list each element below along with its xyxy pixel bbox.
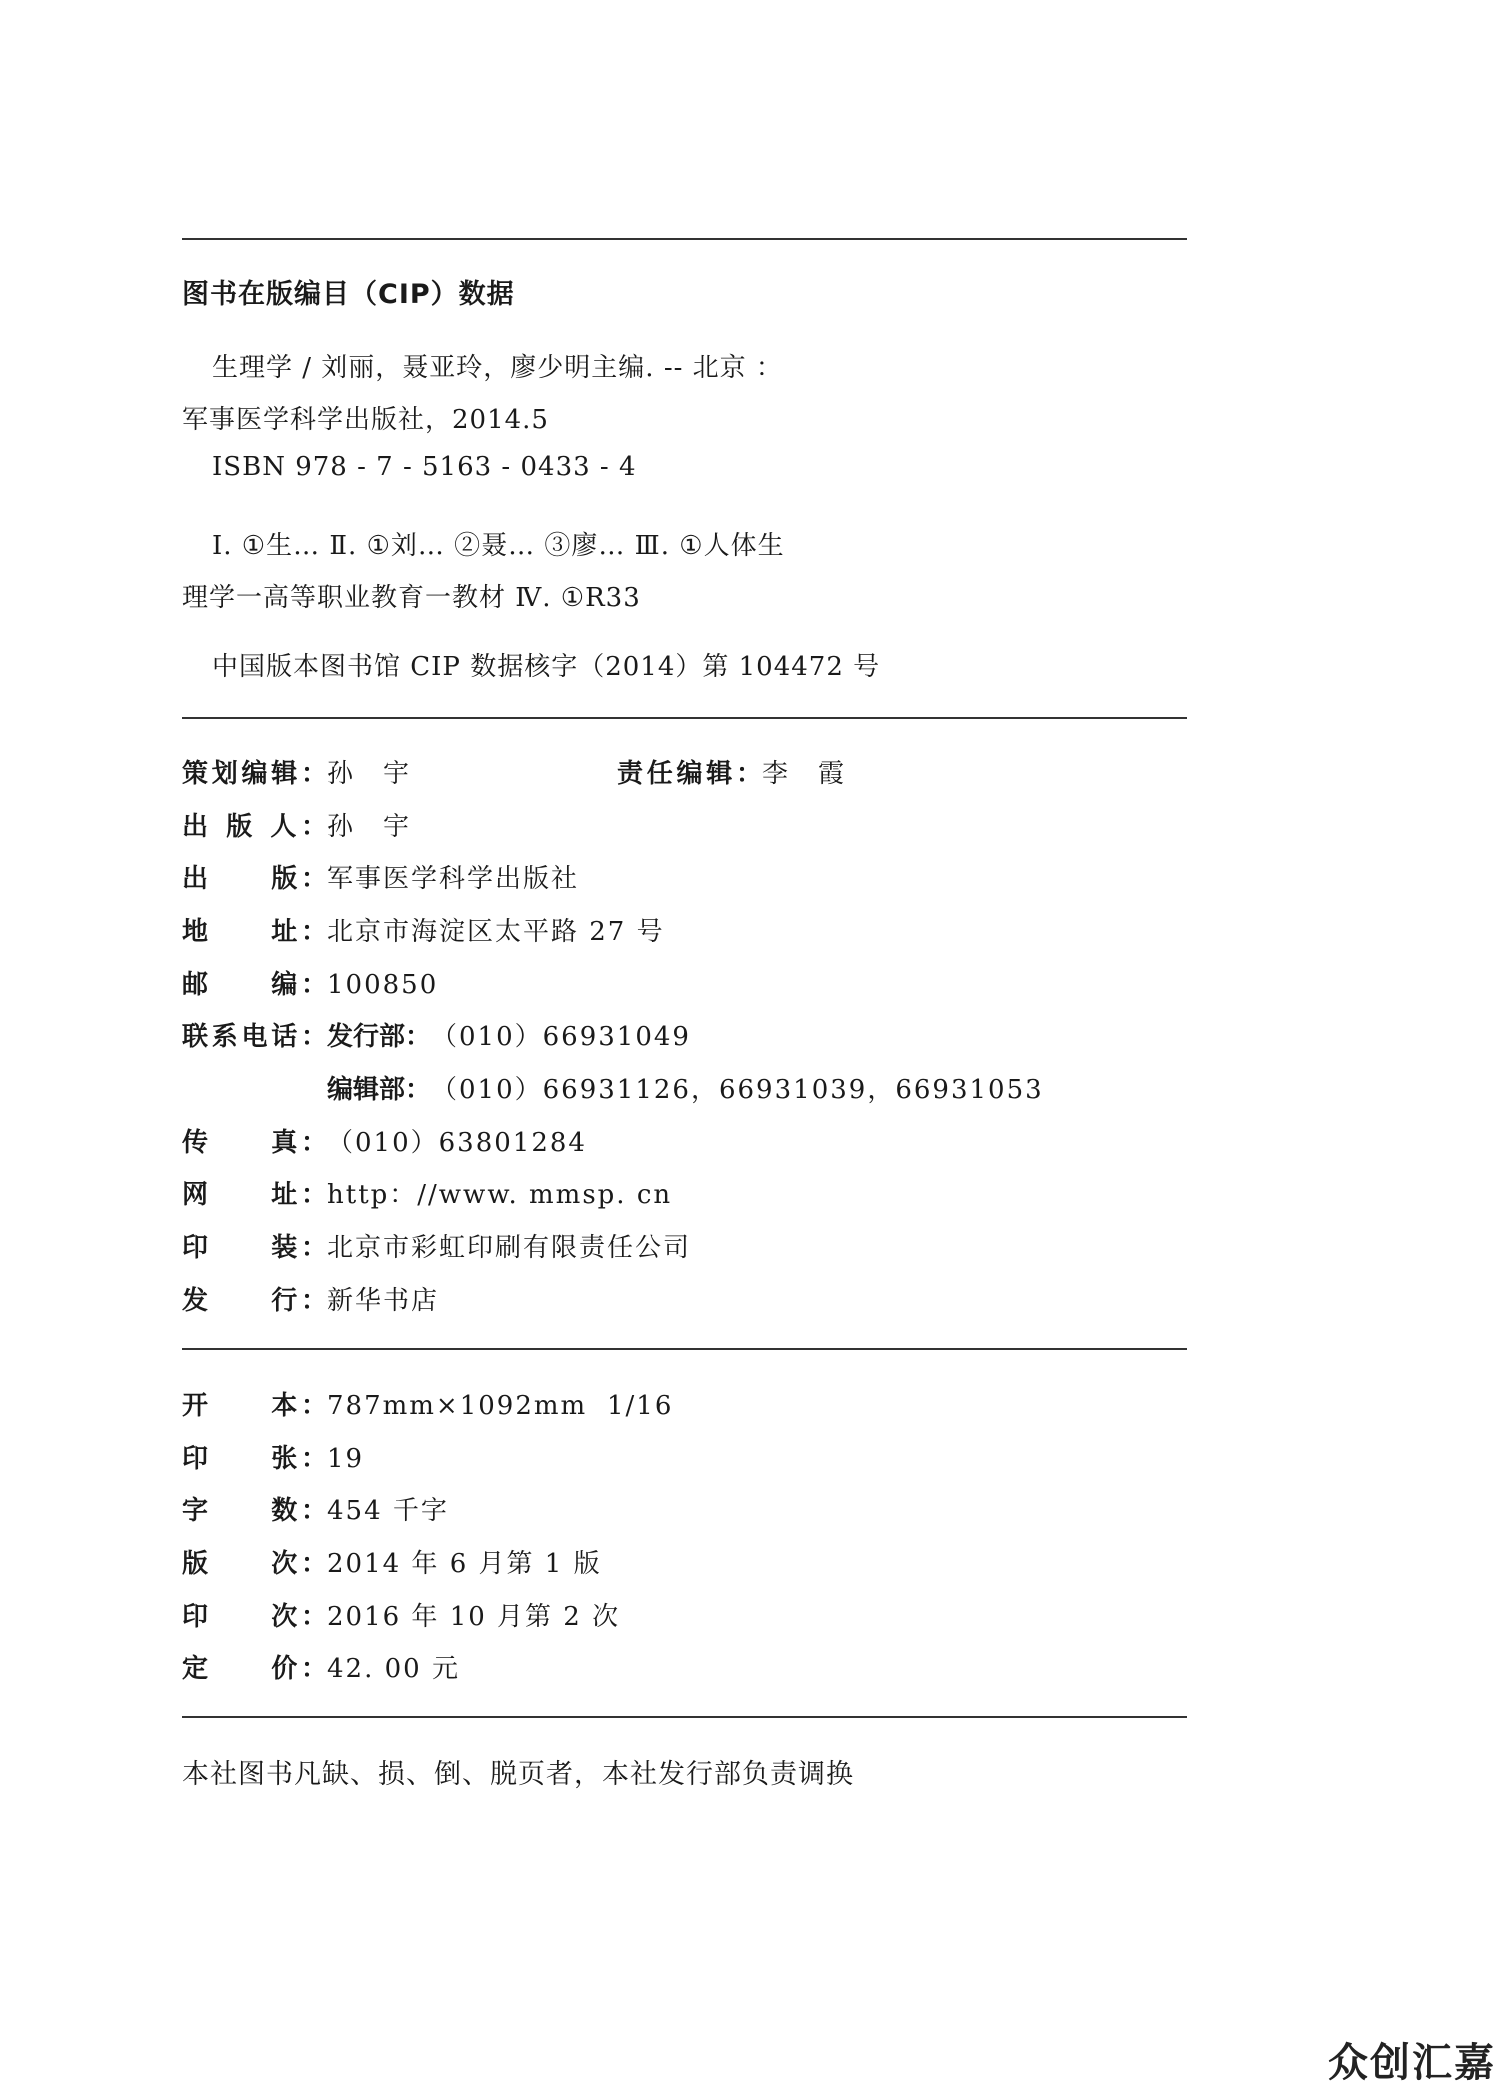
cip-heading: 图书在版编目（CIP）数据 <box>182 279 515 310</box>
fax-row <box>182 1122 587 1162</box>
price-row <box>182 1648 460 1688</box>
fax-label: 传 真： <box>182 1128 327 1158</box>
distributor-label: 发 行： <box>182 1286 327 1316</box>
planning-editor-value: 孙 宇 <box>327 759 412 789</box>
printer-value: 北京市彩虹印刷有限责任公司 <box>327 1233 692 1263</box>
sheets-label: 印 张： <box>182 1444 327 1474</box>
address-row <box>182 911 665 951</box>
postcode-row <box>182 964 438 1004</box>
publisher-person-value: 孙 宇 <box>327 812 412 842</box>
sheets-value: 19 <box>327 1444 365 1474</box>
publisher-label: 出 版： <box>182 864 327 894</box>
printing-value: 2016 年 10 月第 2 次 <box>327 1602 621 1632</box>
sheets-row <box>182 1438 364 1478</box>
phone-label: 联系电话： <box>182 1022 327 1052</box>
planning-editor-row <box>182 753 846 793</box>
printer-row <box>182 1227 691 1267</box>
address-value: 北京市海淀区太平路 27 号 <box>327 917 665 947</box>
responsible-editor-value: 李 霞 <box>762 759 847 789</box>
cip-line-classification: Ⅰ. ①生… Ⅱ. ①刘… ②聂… ③廖… Ⅲ. ①人体生 <box>212 531 785 561</box>
phone-row-distribution <box>182 1016 691 1056</box>
fax-value: （010）63801284 <box>327 1128 587 1158</box>
phone-row-editorial <box>327 1069 1044 1109</box>
rule-after-cip <box>182 717 1187 719</box>
publisher-person-label: 出 版 人： <box>182 812 327 842</box>
format-fraction: 1/16 <box>607 1391 674 1421</box>
words-value: 454 千字 <box>327 1496 449 1526</box>
rule-after-publishing <box>182 1348 1187 1350</box>
price-label: 定 价： <box>182 1654 327 1684</box>
watermark-logo: 众创汇嘉 <box>1328 2040 1496 2086</box>
website-label: 网 址： <box>182 1180 327 1210</box>
responsible-editor-label: 责任编辑： <box>617 759 762 789</box>
format-label: 开 本： <box>182 1391 327 1421</box>
format-value: 787mm×1092mm <box>327 1391 588 1421</box>
price-value: 42. 00 元 <box>327 1654 460 1684</box>
printing-label: 印 次： <box>182 1602 327 1632</box>
phone-distribution-value: （010）66931049 <box>431 1022 691 1052</box>
top-rule <box>182 238 1187 240</box>
edition-label: 版 次： <box>182 1549 327 1579</box>
printing-row <box>182 1596 620 1636</box>
cip-line-2: 军事医学科学出版社，2014.5 <box>182 405 549 435</box>
address-label: 地 址： <box>182 917 327 947</box>
planning-editor-label: 策划编辑： <box>182 759 327 789</box>
edition-value: 2014 年 6 月第 1 版 <box>327 1549 602 1579</box>
publisher-value: 军事医学科学出版社 <box>327 864 580 894</box>
printer-label: 印 装： <box>182 1233 327 1263</box>
publisher-row <box>182 858 579 898</box>
website-row <box>182 1174 672 1214</box>
cip-line-approval: 中国版本图书馆 CIP 数据核字（2014）第 104472 号 <box>212 652 881 682</box>
publisher-person-row <box>182 806 411 846</box>
phone-distribution-label: 发行部： <box>327 1022 432 1052</box>
phone-editorial-value: （010）66931126，66931039，66931053 <box>431 1075 1044 1105</box>
distributor-row <box>182 1280 439 1320</box>
rule-after-specs <box>182 1716 1187 1718</box>
postcode-value: 100850 <box>327 970 439 1000</box>
phone-editorial-label: 编辑部： <box>327 1075 432 1105</box>
postcode-label: 邮 编： <box>182 970 327 1000</box>
cip-line-isbn: ISBN 978 - 7 - 5163 - 0433 - 4 <box>212 452 637 482</box>
words-label: 字 数： <box>182 1496 327 1526</box>
edition-row <box>182 1543 602 1583</box>
replacement-notice: 本社图书凡缺、损、倒、脱页者，本社发行部负责调换 <box>182 1759 854 1790</box>
distributor-value: 新华书店 <box>327 1286 440 1316</box>
cip-line-1: 生理学 / 刘丽，聂亚玲，廖少明主编. -- 北京 ： <box>212 353 783 383</box>
words-row <box>182 1490 449 1530</box>
format-row <box>182 1385 673 1425</box>
cip-line-classification-cont: 理学一高等职业教育一教材 Ⅳ. ①R33 <box>182 583 641 613</box>
website-value: http：//www. mmsp. cn <box>327 1180 673 1210</box>
